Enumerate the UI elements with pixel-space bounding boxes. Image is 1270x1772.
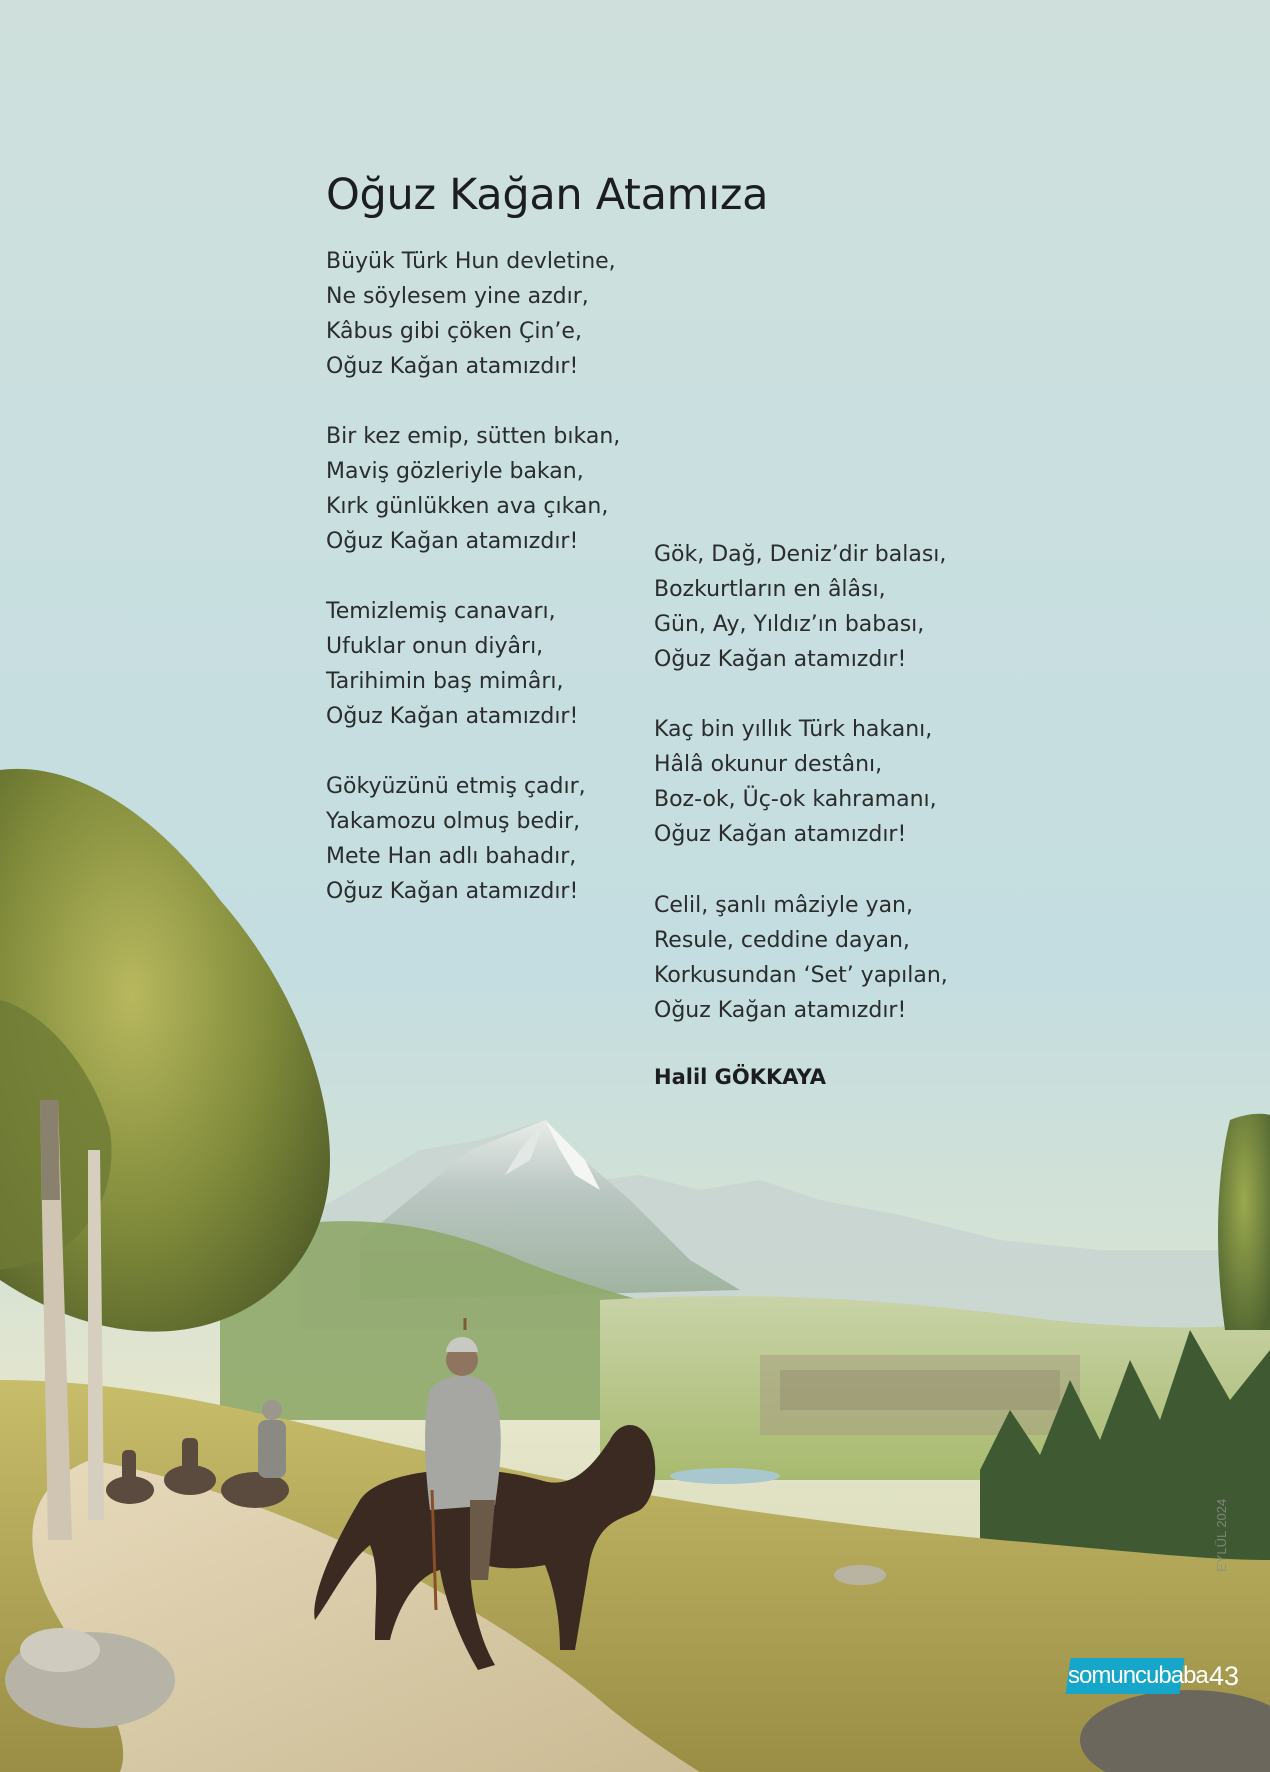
page-number: 43 [1208, 1661, 1240, 1691]
poem-author: Halil GÖKKAYA [654, 1065, 826, 1089]
issue-date: EYLÜL 2024 [1214, 1498, 1229, 1572]
poem-line: Kaç bin yıllık Türk hakanı, [654, 717, 933, 742]
poem-line: Korkusundan ‘Set’ yapılan, [654, 963, 948, 988]
poem-line: Oğuz Kağan atamızdır! [326, 529, 579, 554]
poem-line: Bir kez emip, sütten bıkan, [326, 424, 621, 449]
poem-line: Kâbus gibi çöken Çin’e, [326, 319, 582, 344]
poem-stanza-2 [326, 419, 620, 559]
poem-stanza-4 [326, 769, 586, 909]
poem-line: Resule, ceddine dayan, [654, 928, 910, 953]
poem-line: Hâlâ okunur destânı, [654, 752, 883, 777]
poem-line: Celil, şanlı mâziyle yan, [654, 893, 913, 918]
poem-title: Oğuz Kağan Atamıza [326, 170, 769, 220]
poem-line: Gökyüzünü etmiş çadır, [326, 774, 586, 799]
poem-stanza-6 [654, 712, 937, 852]
poem-line: Ufuklar onun diyârı, [326, 634, 544, 659]
poem-line: Tarihimin baş mimârı, [326, 669, 564, 694]
poem-line: Oğuz Kağan atamızdır! [654, 822, 907, 847]
poem-line: Oğuz Kağan atamızdır! [326, 704, 579, 729]
poem-line: Ne söylesem yine azdır, [326, 284, 589, 309]
poem-line: Mete Han adlı bahadır, [326, 844, 577, 869]
poem-stanza-7 [654, 888, 948, 1028]
brand-name: somuncubaba [1068, 1662, 1208, 1689]
poem-line: Gün, Ay, Yıldız’ın babası, [654, 612, 925, 637]
poem-stanza-3 [326, 594, 578, 734]
poem-line: Maviş gözleriyle bakan, [326, 459, 584, 484]
poem-line: Kırk günlükken ava çıkan, [326, 494, 609, 519]
poem-line: Boz-ok, Üç-ok kahramanı, [654, 787, 937, 812]
poem-line: Bozkurtların en âlâsı, [654, 577, 886, 602]
poem-line: Oğuz Kağan atamızdır! [654, 998, 907, 1023]
magazine-brand-logo [1065, 1658, 1208, 1694]
poem-line: Oğuz Kağan atamızdır! [326, 879, 579, 904]
poem-line: Oğuz Kağan atamızdır! [326, 354, 579, 379]
poem-line: Oğuz Kağan atamızdır! [654, 647, 907, 672]
poem-stanza-5 [654, 537, 946, 677]
poem-line: Büyük Türk Hun devletine, [326, 249, 616, 274]
poem-stanza-1 [326, 244, 616, 384]
poem-line: Temizlemiş canavarı, [326, 599, 556, 624]
poem-line: Yakamozu olmuş bedir, [326, 809, 581, 834]
poem-line: Gök, Dağ, Deniz’dir balası, [654, 542, 947, 567]
